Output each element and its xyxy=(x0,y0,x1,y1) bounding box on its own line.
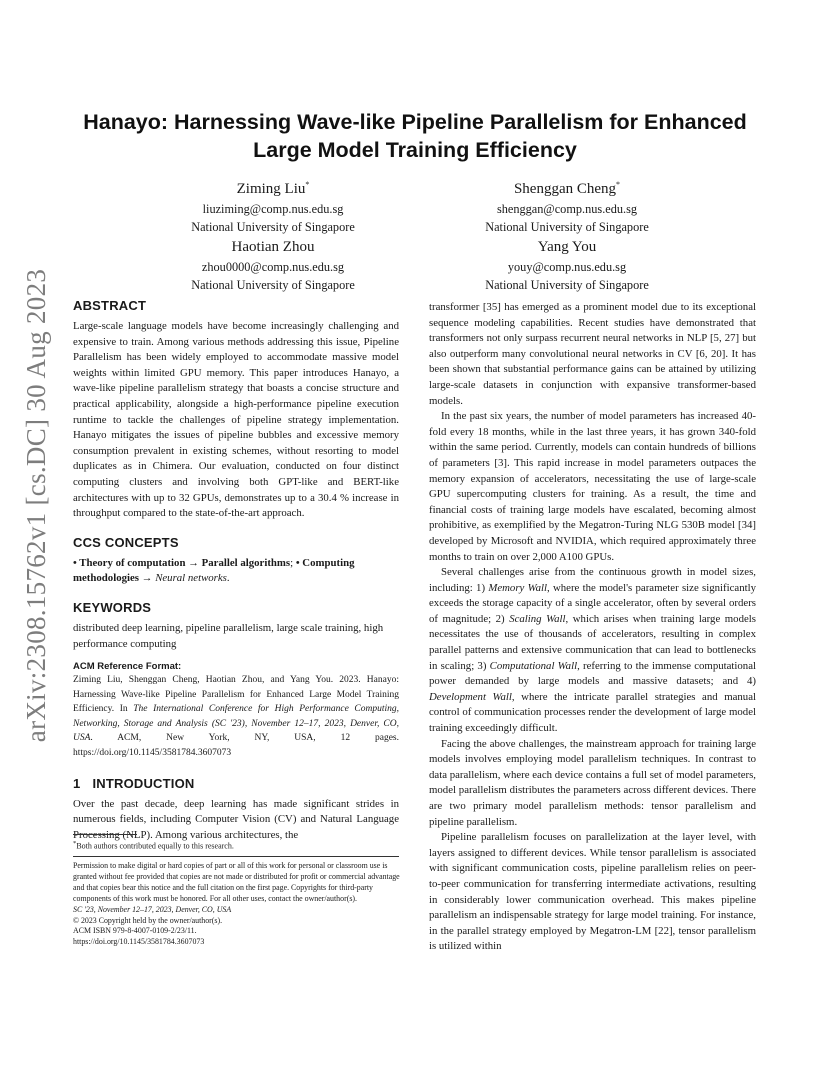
ccs-heading: CCS CONCEPTS xyxy=(73,534,179,550)
left-column xyxy=(73,297,399,843)
keywords-text: distributed deep learning, pipeline parallelism, large scale training, high performance computing xyxy=(73,621,384,650)
author-email: shenggan@comp.nus.edu.sg xyxy=(496,202,638,216)
ccs-concepts: • Theory of computation → Parallel algorithms; • Computing methodologies → Neural networks. xyxy=(73,556,355,585)
author-email: youy@comp.nus.edu.sg xyxy=(507,260,627,274)
acm-reference-heading: ACM Reference Format: xyxy=(73,661,182,673)
isbn-line: ACM ISBN 979-8-4007-0109-2/23/11. xyxy=(73,926,197,936)
introduction-paragraph: Over the past decade, deep learning has made significant strides in numerous fields, including Computer Vision (CV) and Natural Language Processing (NLP). Among various architectures, the xyxy=(73,797,399,841)
permission-text: Permission to make digital or hard copies of part or all of this work for personal or classroom use is granted without fee provided that copies are not made or distributed for profit or commercial advantage and that copies bear this notice and the full citation on the first page. Copyrights for third-party components of this work must be honored. For all other uses, contact the owner/author(s). xyxy=(73,861,400,903)
paper-title: Hanayo: Harnessing Wave-like Pipeline Parallelism for Enhanced Large Model Training Efficiency xyxy=(83,110,747,162)
conference-line: SC '23, November 12–17, 2023, Denver, CO, USA xyxy=(73,904,232,914)
author-affiliation: National University of Singapore xyxy=(191,219,355,234)
introduction-paragraph: In the past six years, the number of model parameters has increased 40-fold every 18 months, while in the last three years, it has grown 340-fold within the same period. Currently, models can contain hundreds of billions of parameters [3]. This rapid increase in model parameters outpaces the memory expansion of accelerators, necessitating the use of large-scale GPU supercomputing clusters for training. As a result, the time and financial costs of training large models have escalated, becoming almost prohibitive, as exemplified by the Megatron-Turing NLG 530B model [34] developed by Microsoft and NVIDIA, which required approximately three months to train on over 2,000 A100 GPUs. xyxy=(429,410,756,563)
introduction-paragraph: Pipeline parallelism focuses on parallelization at the layer level, with layers assigned to different devices. While tensor parallelism is associated with significant communication costs, pipeline parallelism relies on peer-to-peer communication for transferring intermediate activations, resulting in considerably lower communication overhead. This makes pipeline parallelism an indispensable strategy for large model training. For instance, in the parallel strategy employed by Megatron-LM [22], tensor parallelism is utilized within xyxy=(429,831,756,953)
doi-link[interactable]: https://doi.org/10.1145/3581784.3607073 xyxy=(73,937,205,947)
abstract-heading: ABSTRACT xyxy=(73,298,147,313)
footnote-divider xyxy=(73,834,137,835)
author-block xyxy=(123,175,423,236)
author-block xyxy=(123,237,423,294)
introduction-paragraph: Facing the above challenges, the mainstream approach for training large models involves employing model parallelism techniques. In contrast to data parallelism, where each device contains a full set of model parameters, model parallelism distributes the parameters across different devices. There are two primary model parallelism methods: tensor parallelism and pipeline parallelism. xyxy=(429,737,756,828)
author-name: Ziming Liu* xyxy=(236,180,310,197)
author-affiliation: National University of Singapore xyxy=(485,219,649,234)
permission-divider xyxy=(73,856,399,857)
introduction-paragraph: Several challenges arise from the continuous growth in model sizes, including: 1) Memory Wall, where the model's parameter size significantly exceeds the storage capacity of a single accelerator, often by several orders of magnitude; 2) Scaling Wall, which arises when training large models necessitates the use of thousands of accelerators, resulting in complex parallel patterns and extensive communication that can lead to bottlenecks in scaling; 3) Computational Wall, referring to the immense computational power demanded by large models and massive datasets; and 4) Development Wall, where the intricate parallel strategies and manual control of communication processes render the development of large model training exceedingly difficult. xyxy=(429,566,757,735)
introduction-paragraph: transformer [35] has emerged as a prominent model due to its exceptional sequence modeling capabilities. Recent studies have demonstrated that transformers not only surpass recurrent neural networks in NLP [5, 27] but also outperform many convolutional neural networks in CV [6, 20]. It has been shown that substantial performance gains can be attained by utilizing large-scale datasets in conjunction with expansive transformer-based models. xyxy=(429,301,756,407)
copyright-line: © 2023 Copyright held by the owner/author(s). xyxy=(73,915,223,925)
author-email: zhou0000@comp.nus.edu.sg xyxy=(201,260,345,274)
keywords-heading: KEYWORDS xyxy=(73,599,152,615)
author-block xyxy=(417,175,717,236)
author-affiliation: National University of Singapore xyxy=(485,277,649,292)
author-affiliation: National University of Singapore xyxy=(191,277,355,292)
author-block xyxy=(417,237,717,294)
introduction-heading: 1 INTRODUCTION xyxy=(73,775,195,791)
author-name: Haotian Zhou xyxy=(231,239,315,255)
acm-reference-text: Ziming Liu, Shenggan Cheng, Haotian Zhou, and Yang You. 2023. Hanayo: Harnessing Wave-like Pipeline Parallelism for Enhanced Large Model Training Efficiency. In The International Conference for High Performance Computing, Networking, Storage and Analysis (SC '23), November 12–17, 2023, Denver, CO, USA. ACM, New York, NY, USA, 12 pages. https://doi.org/10.1145/3581784.3607073 xyxy=(73,675,399,759)
footnote: *Both authors contributed equally to this research. xyxy=(73,840,234,851)
abstract-text: Large-scale language models have become increasingly challenging and expensive to train. Among various methods addressing this issue, Pipeline Parallelism has been widely employed to accommodate massive model weights within limited GPU memory. This paper introduces Hanayo, a wave-like pipeline parallelism strategy that boasts a concise structure and practical applicability, alongside a high-performance pipeline execution runtime to tackle the challenges of pipeline strategy implementation. Hanayo mitigates the issues of pipeline bubbles and excessive memory consumption prevalent in existing schemes, without resorting to model duplicates as in Chimera. Our evaluation, conducted on four distinct computing clusters and involving both GPT-like and BERT-like architectures with up to 32 GPUs, demonstrates up to a 30.4 % increase in throughput compared to the state-of-the-art approach. xyxy=(73,320,399,520)
permission-notice xyxy=(73,861,403,948)
arxiv-sidebar-stamp xyxy=(21,268,52,742)
arxiv-identifier: arXiv:2308.15762v1 [cs.DC] 30 Aug 2023 xyxy=(21,268,52,742)
author-email: liuziming@comp.nus.edu.sg xyxy=(202,202,344,216)
author-name: Yang You xyxy=(537,239,597,255)
author-name: Shenggan Cheng* xyxy=(513,180,621,197)
right-column xyxy=(429,300,756,955)
